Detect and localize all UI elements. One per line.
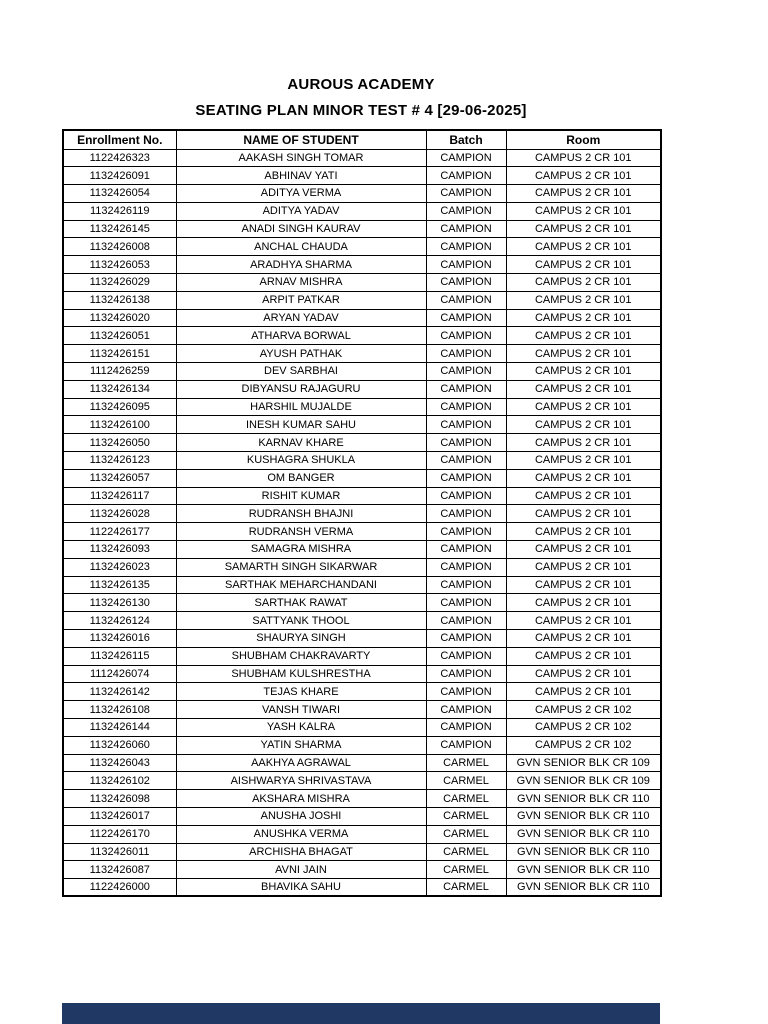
room-cell: CAMPUS 2 CR 101: [506, 345, 661, 363]
batch-cell: CAMPION: [426, 469, 506, 487]
room-cell: CAMPUS 2 CR 101: [506, 434, 661, 452]
enrollment-cell: 1132426130: [63, 594, 176, 612]
table-row: [63, 523, 661, 541]
room-cell: CAMPUS 2 CR 101: [506, 576, 661, 594]
enrollment-cell: 1132426093: [63, 541, 176, 559]
room-cell: CAMPUS 2 CR 101: [506, 167, 661, 185]
enrollment-cell: 1132426057: [63, 469, 176, 487]
table-row: [63, 416, 661, 434]
student-name-cell: SARTHAK RAWAT: [176, 594, 426, 612]
table-row: [63, 202, 661, 220]
table-row: [63, 683, 661, 701]
enrollment-cell: 1132426051: [63, 327, 176, 345]
enrollment-cell: 1122426000: [63, 879, 176, 897]
table-row: [63, 149, 661, 167]
room-cell: CAMPUS 2 CR 102: [506, 736, 661, 754]
batch-cell: CAMPION: [426, 736, 506, 754]
table-row: [63, 630, 661, 648]
table-row: [63, 309, 661, 327]
table-row: [63, 505, 661, 523]
student-name-cell: ARADHYA SHARMA: [176, 256, 426, 274]
student-name-cell: DIBYANSU RAJAGURU: [176, 380, 426, 398]
room-cell: CAMPUS 2 CR 101: [506, 309, 661, 327]
student-name-cell: SATTYANK THOOL: [176, 612, 426, 630]
enrollment-cell: 1132426134: [63, 380, 176, 398]
batch-cell: CAMPION: [426, 541, 506, 559]
table-row: [63, 345, 661, 363]
enrollment-cell: 1132426043: [63, 754, 176, 772]
batch-cell: CAMPION: [426, 683, 506, 701]
enrollment-cell: 1112426074: [63, 665, 176, 683]
enrollment-cell: 1132426011: [63, 843, 176, 861]
batch-cell: CAMPION: [426, 149, 506, 167]
enrollment-cell: 1132426098: [63, 790, 176, 808]
enrollment-cell: 1132426123: [63, 452, 176, 470]
table-row: [63, 541, 661, 559]
batch-cell: CAMPION: [426, 345, 506, 363]
batch-cell: CAMPION: [426, 398, 506, 416]
table-row: [63, 274, 661, 292]
student-name-cell: ANUSHA JOSHI: [176, 807, 426, 825]
batch-cell: CAMPION: [426, 416, 506, 434]
room-cell: CAMPUS 2 CR 101: [506, 683, 661, 701]
room-cell: GVN SENIOR BLK CR 110: [506, 879, 661, 897]
batch-cell: CAMPION: [426, 701, 506, 719]
batch-cell: CAMPION: [426, 238, 506, 256]
document-title: AUROUS ACADEMY: [287, 76, 435, 93]
table-header-row: [63, 130, 661, 149]
table-row: [63, 719, 661, 737]
room-cell: CAMPUS 2 CR 101: [506, 220, 661, 238]
student-name-cell: ANUSHKA VERMA: [176, 825, 426, 843]
room-cell: GVN SENIOR BLK CR 110: [506, 825, 661, 843]
enrollment-cell: 1132426108: [63, 701, 176, 719]
document-subtitle: SEATING PLAN MINOR TEST # 4 [29-06-2025]: [195, 102, 527, 119]
student-name-cell: KARNAV KHARE: [176, 434, 426, 452]
student-name-cell: ARCHISHA BHAGAT: [176, 843, 426, 861]
enrollment-cell: 1132426050: [63, 434, 176, 452]
batch-cell: CAMPION: [426, 719, 506, 737]
room-cell: CAMPUS 2 CR 101: [506, 487, 661, 505]
header-enrollment-no: Enrollment No.: [63, 130, 176, 149]
student-name-cell: YATIN SHARMA: [176, 736, 426, 754]
batch-cell: CARMEL: [426, 825, 506, 843]
student-name-cell: KUSHAGRA SHUKLA: [176, 452, 426, 470]
student-name-cell: ANCHAL CHAUDA: [176, 238, 426, 256]
enrollment-cell: 1122426170: [63, 825, 176, 843]
enrollment-cell: 1132426100: [63, 416, 176, 434]
batch-cell: CAMPION: [426, 434, 506, 452]
room-cell: CAMPUS 2 CR 101: [506, 505, 661, 523]
room-cell: CAMPUS 2 CR 101: [506, 630, 661, 648]
room-cell: GVN SENIOR BLK CR 109: [506, 754, 661, 772]
batch-cell: CAMPION: [426, 523, 506, 541]
room-cell: CAMPUS 2 CR 102: [506, 701, 661, 719]
batch-cell: CARMEL: [426, 754, 506, 772]
enrollment-cell: 1132426135: [63, 576, 176, 594]
header-batch: Batch: [426, 130, 506, 149]
batch-cell: CAMPION: [426, 452, 506, 470]
student-name-cell: OM BANGER: [176, 469, 426, 487]
student-name-cell: ATHARVA BORWAL: [176, 327, 426, 345]
room-cell: CAMPUS 2 CR 102: [506, 719, 661, 737]
batch-cell: CARMEL: [426, 772, 506, 790]
room-cell: CAMPUS 2 CR 101: [506, 647, 661, 665]
room-cell: GVN SENIOR BLK CR 110: [506, 807, 661, 825]
table-row: [63, 327, 661, 345]
enrollment-cell: 1132426053: [63, 256, 176, 274]
table-row: [63, 701, 661, 719]
batch-cell: CARMEL: [426, 879, 506, 897]
table-row: [63, 647, 661, 665]
table-row: [63, 612, 661, 630]
batch-cell: CARMEL: [426, 861, 506, 879]
enrollment-cell: 1132426119: [63, 202, 176, 220]
student-name-cell: ANADI SINGH KAURAV: [176, 220, 426, 238]
batch-cell: CAMPION: [426, 185, 506, 203]
enrollment-cell: 1132426020: [63, 309, 176, 327]
room-cell: GVN SENIOR BLK CR 109: [506, 772, 661, 790]
student-name-cell: ARPIT PATKAR: [176, 291, 426, 309]
room-cell: CAMPUS 2 CR 101: [506, 185, 661, 203]
table-row: [63, 736, 661, 754]
enrollment-cell: 1122426177: [63, 523, 176, 541]
enrollment-cell: 1132426016: [63, 630, 176, 648]
partial-next-row: [62, 1003, 660, 1024]
enrollment-cell: 1132426145: [63, 220, 176, 238]
student-name-cell: ADITYA VERMA: [176, 185, 426, 203]
batch-cell: CAMPION: [426, 274, 506, 292]
student-name-cell: SARTHAK MEHARCHANDANI: [176, 576, 426, 594]
room-cell: CAMPUS 2 CR 101: [506, 149, 661, 167]
batch-cell: CAMPION: [426, 647, 506, 665]
batch-cell: CAMPION: [426, 594, 506, 612]
table-row: [63, 398, 661, 416]
table-row: [63, 167, 661, 185]
table-row: [63, 434, 661, 452]
student-name-cell: RUDRANSH BHAJNI: [176, 505, 426, 523]
enrollment-cell: 1132426115: [63, 647, 176, 665]
batch-cell: CAMPION: [426, 558, 506, 576]
enrollment-cell: 1132426054: [63, 185, 176, 203]
table-row: [63, 825, 661, 843]
room-cell: CAMPUS 2 CR 101: [506, 327, 661, 345]
student-name-cell: DEV SARBHAI: [176, 363, 426, 381]
table-row: [63, 363, 661, 381]
table-row: [63, 238, 661, 256]
enrollment-cell: 1132426087: [63, 861, 176, 879]
room-cell: CAMPUS 2 CR 101: [506, 452, 661, 470]
batch-cell: CARMEL: [426, 807, 506, 825]
header-name-of-student: NAME OF STUDENT: [176, 130, 426, 149]
enrollment-cell: 1112426259: [63, 363, 176, 381]
room-cell: CAMPUS 2 CR 101: [506, 594, 661, 612]
room-cell: CAMPUS 2 CR 101: [506, 380, 661, 398]
student-name-cell: INESH KUMAR SAHU: [176, 416, 426, 434]
room-cell: CAMPUS 2 CR 101: [506, 363, 661, 381]
room-cell: CAMPUS 2 CR 101: [506, 202, 661, 220]
student-name-cell: AYUSH PATHAK: [176, 345, 426, 363]
enrollment-cell: 1132426124: [63, 612, 176, 630]
enrollment-cell: 1132426142: [63, 683, 176, 701]
room-cell: CAMPUS 2 CR 101: [506, 665, 661, 683]
table-body: [63, 149, 661, 896]
batch-cell: CAMPION: [426, 630, 506, 648]
table-row: [63, 772, 661, 790]
student-name-cell: AISHWARYA SHRIVASTAVA: [176, 772, 426, 790]
batch-cell: CAMPION: [426, 220, 506, 238]
batch-cell: CAMPION: [426, 487, 506, 505]
table-row: [63, 185, 661, 203]
table-row: [63, 380, 661, 398]
seating-plan-table: [62, 129, 662, 897]
room-cell: CAMPUS 2 CR 101: [506, 256, 661, 274]
enrollment-cell: 1132426095: [63, 398, 176, 416]
room-cell: CAMPUS 2 CR 101: [506, 469, 661, 487]
student-name-cell: SAMARTH SINGH SIKARWAR: [176, 558, 426, 576]
batch-cell: CAMPION: [426, 380, 506, 398]
enrollment-cell: 1132426023: [63, 558, 176, 576]
enrollment-cell: 1132426091: [63, 167, 176, 185]
batch-cell: CAMPION: [426, 363, 506, 381]
batch-cell: CAMPION: [426, 291, 506, 309]
room-cell: GVN SENIOR BLK CR 110: [506, 861, 661, 879]
batch-cell: CAMPION: [426, 665, 506, 683]
table-row: [63, 558, 661, 576]
enrollment-cell: 1132426117: [63, 487, 176, 505]
enrollment-cell: 1122426323: [63, 149, 176, 167]
batch-cell: CAMPION: [426, 327, 506, 345]
table-row: [63, 594, 661, 612]
room-cell: CAMPUS 2 CR 101: [506, 541, 661, 559]
batch-cell: CAMPION: [426, 612, 506, 630]
table-row: [63, 576, 661, 594]
student-name-cell: ARNAV MISHRA: [176, 274, 426, 292]
student-name-cell: ADITYA YADAV: [176, 202, 426, 220]
student-name-cell: AKSHARA MISHRA: [176, 790, 426, 808]
table-row: [63, 291, 661, 309]
table-row: [63, 665, 661, 683]
student-name-cell: RUDRANSH VERMA: [176, 523, 426, 541]
table-row: [63, 861, 661, 879]
table-row: [63, 879, 661, 897]
table-row: [63, 220, 661, 238]
student-name-cell: RISHIT KUMAR: [176, 487, 426, 505]
table-row: [63, 469, 661, 487]
table-row: [63, 754, 661, 772]
student-name-cell: VANSH TIWARI: [176, 701, 426, 719]
student-name-cell: HARSHIL MUJALDE: [176, 398, 426, 416]
room-cell: CAMPUS 2 CR 101: [506, 398, 661, 416]
batch-cell: CAMPION: [426, 256, 506, 274]
document-page: [62, 0, 660, 897]
room-cell: CAMPUS 2 CR 101: [506, 274, 661, 292]
enrollment-cell: 1132426008: [63, 238, 176, 256]
room-cell: GVN SENIOR BLK CR 110: [506, 790, 661, 808]
table-row: [63, 256, 661, 274]
batch-cell: CAMPION: [426, 167, 506, 185]
room-cell: CAMPUS 2 CR 101: [506, 238, 661, 256]
batch-cell: CAMPION: [426, 505, 506, 523]
student-name-cell: SHUBHAM CHAKRAVARTY: [176, 647, 426, 665]
table-row: [63, 807, 661, 825]
room-cell: CAMPUS 2 CR 101: [506, 612, 661, 630]
table-row: [63, 843, 661, 861]
enrollment-cell: 1132426017: [63, 807, 176, 825]
student-name-cell: ABHINAV YATI: [176, 167, 426, 185]
student-name-cell: TEJAS KHARE: [176, 683, 426, 701]
student-name-cell: ARYAN YADAV: [176, 309, 426, 327]
room-cell: CAMPUS 2 CR 101: [506, 523, 661, 541]
table-row: [63, 790, 661, 808]
batch-cell: CARMEL: [426, 790, 506, 808]
batch-cell: CAMPION: [426, 309, 506, 327]
room-cell: CAMPUS 2 CR 101: [506, 291, 661, 309]
enrollment-cell: 1132426029: [63, 274, 176, 292]
student-name-cell: SHUBHAM KULSHRESTHA: [176, 665, 426, 683]
enrollment-cell: 1132426144: [63, 719, 176, 737]
student-name-cell: SAMAGRA MISHRA: [176, 541, 426, 559]
student-name-cell: AAKHYA AGRAWAL: [176, 754, 426, 772]
room-cell: CAMPUS 2 CR 101: [506, 558, 661, 576]
student-name-cell: AAKASH SINGH TOMAR: [176, 149, 426, 167]
room-cell: CAMPUS 2 CR 101: [506, 416, 661, 434]
batch-cell: CAMPION: [426, 202, 506, 220]
room-cell: GVN SENIOR BLK CR 110: [506, 843, 661, 861]
student-name-cell: YASH KALRA: [176, 719, 426, 737]
student-name-cell: SHAURYA SINGH: [176, 630, 426, 648]
table-row: [63, 487, 661, 505]
enrollment-cell: 1132426060: [63, 736, 176, 754]
enrollment-cell: 1132426138: [63, 291, 176, 309]
student-name-cell: AVNI JAIN: [176, 861, 426, 879]
enrollment-cell: 1132426151: [63, 345, 176, 363]
enrollment-cell: 1132426102: [63, 772, 176, 790]
header-room: Room: [506, 130, 661, 149]
enrollment-cell: 1132426028: [63, 505, 176, 523]
batch-cell: CARMEL: [426, 843, 506, 861]
table-row: [63, 452, 661, 470]
student-name-cell: BHAVIKA SAHU: [176, 879, 426, 897]
batch-cell: CAMPION: [426, 576, 506, 594]
